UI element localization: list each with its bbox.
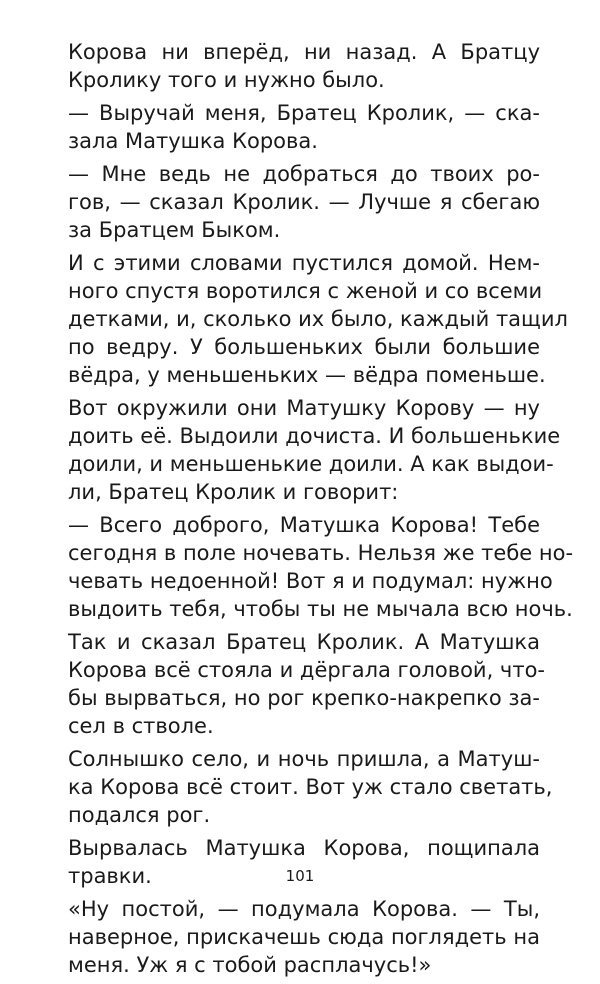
- story-text: [68, 38, 574, 984]
- text-line: Вот окружили они Матушку Корову — ну: [68, 396, 540, 420]
- text-line: — Мне ведь не добраться до твоих ро-: [68, 162, 540, 186]
- text-line: наверное, прискачешь сюда поглядеть на: [68, 925, 540, 949]
- text-line: «Ну постой, — подумала Корова. — Ты,: [68, 897, 540, 921]
- text-line: Солнышко село, и ночь пришла, а Матуш-: [68, 747, 540, 771]
- text-line: за Братцем Быком.: [68, 218, 281, 242]
- text-line: Корова ни вперёд, ни назад. А Братцу: [68, 40, 540, 64]
- text-line: — Выручай меня, Братец Кролик, — ска-: [68, 101, 540, 125]
- text-line: вёдра, у меньшеньких — вёдра поменьше.: [68, 363, 546, 387]
- text-line: зала Матушка Корова.: [68, 129, 318, 153]
- text-line: Вырвалась Матушка Корова, пощипала: [68, 836, 540, 860]
- text-line: доить её. Выдоили дочиста. И большенькие: [68, 424, 561, 448]
- text-line: бы вырваться, но рог крепко-накрепко за-: [68, 686, 540, 710]
- text-line: ка Корова всё стоит. Вот уж стало светать,: [68, 775, 553, 799]
- text-line: доили, и меньшенькие доили. А как выдои-: [68, 452, 554, 476]
- paragraph-10: [68, 895, 540, 979]
- text-line: гов, — сказал Кролик. — Лучше я сбегаю: [68, 190, 540, 214]
- text-line: выдоить тебя, чтобы ты не мычала всю ночь.: [68, 597, 573, 621]
- paragraph-7: [68, 628, 546, 740]
- text-line: Так и сказал Братец Кролик. А Матушка: [68, 630, 540, 654]
- text-line: Кролику того и нужно было.: [68, 68, 385, 92]
- paragraph-8: [68, 745, 553, 829]
- text-line: — Всего доброго, Матушка Корова! Тебе: [68, 513, 540, 537]
- paragraph-5: [68, 394, 561, 506]
- paragraph-1: [68, 38, 540, 94]
- paragraph-2: [68, 99, 540, 155]
- text-line: ного спустя воротился с женой и со всеми: [68, 279, 543, 303]
- text-line: сегодня в поле ночевать. Нельзя же тебе но-: [68, 541, 574, 565]
- text-line: И с этими словами пустился домой. Нем-: [68, 251, 540, 275]
- text-line: травки.: [68, 864, 152, 888]
- paragraph-6: [68, 511, 574, 623]
- text-line: меня. Уж я с тобой расплачусь!»: [68, 953, 432, 977]
- text-line: детками, и, сколько их было, каждый тащил: [68, 307, 568, 331]
- page-number: 101: [285, 867, 315, 885]
- paragraph-3: [68, 160, 540, 244]
- text-line: ли, Братец Кролик и говорит:: [68, 480, 399, 504]
- text-line: Корова всё стояла и дёргала головой, что-: [68, 658, 546, 682]
- text-line: чевать недоенной! Вот я и подумал: нужно: [68, 569, 553, 593]
- paragraph-4: [68, 249, 568, 389]
- text-line: подался рог.: [68, 803, 211, 827]
- text-line: по ведру. У большеньких были большие: [68, 335, 540, 359]
- text-line: сел в стволе.: [68, 714, 214, 738]
